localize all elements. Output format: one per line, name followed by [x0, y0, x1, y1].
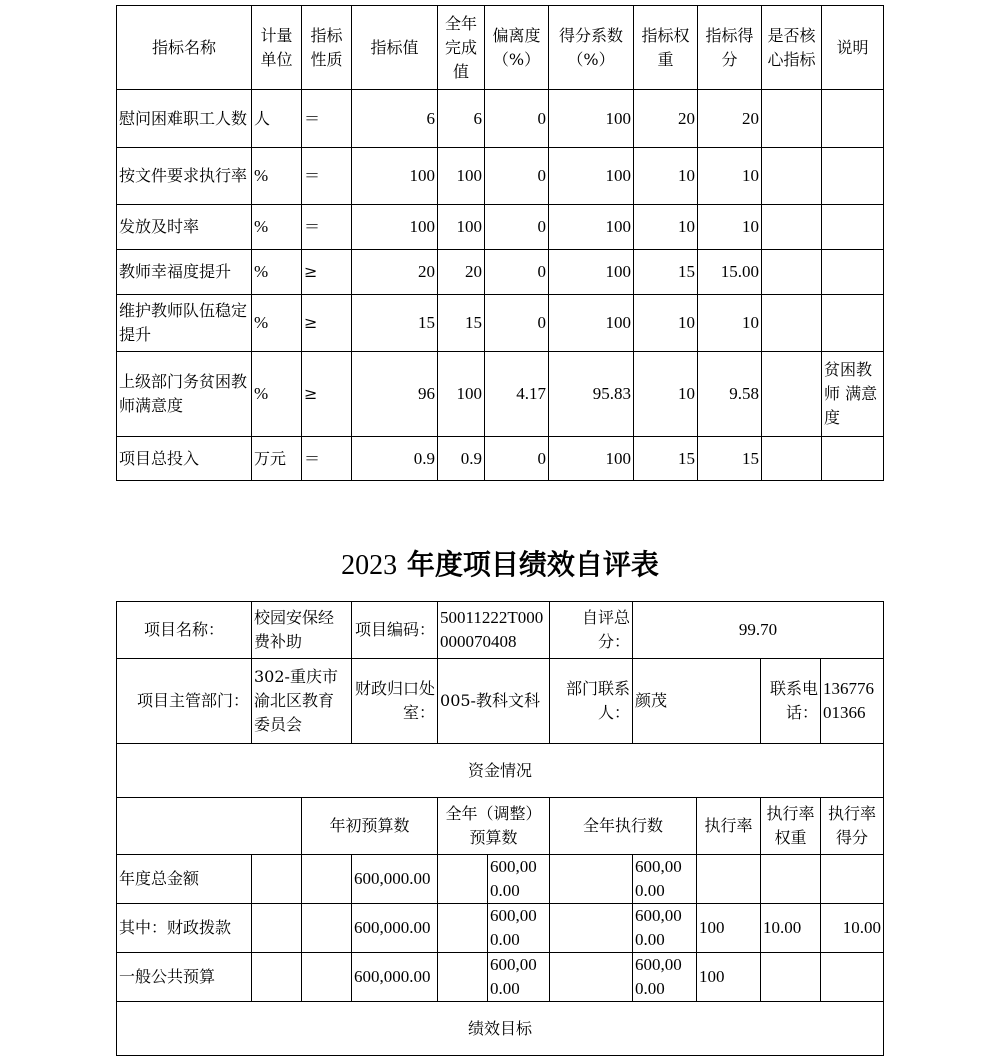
indicator-nature: ＝ [302, 437, 352, 481]
indicator-name: 教师幸福度提升 [117, 250, 252, 295]
indicator-target: 96 [352, 352, 438, 437]
fund-header-score: 执行率得分 [821, 798, 884, 855]
indicator-unit: % [252, 295, 302, 352]
indicator-score: 10 [698, 295, 762, 352]
indicator-coef: 100 [549, 205, 634, 250]
fund-weight [761, 855, 821, 904]
indicator-coef: 100 [549, 437, 634, 481]
fund-initial: 600,000.00 [352, 855, 438, 904]
fund-executed: 600,000.00 [633, 855, 697, 904]
project-code-value: 50011222T000000070408 [438, 602, 550, 659]
indicator-name: 发放及时率 [117, 205, 252, 250]
indicator-target: 15 [352, 295, 438, 352]
indicator-name: 维护教师队伍稳定提升 [117, 295, 252, 352]
fund-adjusted: 600,000.00 [488, 904, 550, 953]
header-target: 指标值 [352, 6, 438, 90]
indicator-note [822, 250, 884, 295]
title-text: 年度项目绩效自评表 [406, 548, 659, 581]
indicator-coef: 100 [549, 295, 634, 352]
indicator-unit: % [252, 148, 302, 205]
indicator-nature: ≥ [302, 352, 352, 437]
finance-office-value: 005-教科文科 [438, 659, 550, 744]
indicator-name: 上级部门务贫困教师满意度 [117, 352, 252, 437]
evaluation-form-table [116, 601, 884, 1056]
header-weight: 指标权重 [634, 6, 698, 90]
fund-cell-empty [302, 953, 352, 1002]
indicator-note [822, 148, 884, 205]
indicator-actual: 0.9 [438, 437, 485, 481]
fund-weight [761, 953, 821, 1002]
fund-header-rate: 执行率 [697, 798, 761, 855]
total-score-value: 99.70 [633, 602, 884, 659]
fund-adjusted: 600,000.00 [488, 855, 550, 904]
indicator-core [762, 250, 822, 295]
indicator-actual: 6 [438, 90, 485, 148]
funds-section-heading: 资金情况 [117, 744, 884, 798]
indicator-core [762, 90, 822, 148]
fund-cell-empty [252, 855, 302, 904]
table-row [117, 148, 884, 205]
fund-cell-empty [252, 904, 302, 953]
fund-adjusted: 600,000.00 [488, 953, 550, 1002]
fund-header-row [117, 798, 884, 855]
indicator-target: 100 [352, 148, 438, 205]
indicator-deviation: 0 [485, 295, 549, 352]
title-year: 2023 [341, 550, 398, 581]
fund-header-adjusted: 全年（调整）预算数 [438, 798, 550, 855]
indicator-actual: 15 [438, 295, 485, 352]
indicator-nature: ＝ [302, 205, 352, 250]
indicator-note [822, 90, 884, 148]
indicator-actual: 100 [438, 148, 485, 205]
fund-rate: 100 [697, 904, 761, 953]
indicator-note [822, 437, 884, 481]
goals-section-heading: 绩效目标 [117, 1002, 884, 1056]
fund-executed: 600,000.00 [633, 953, 697, 1002]
project-info-row [117, 602, 884, 659]
indicator-name: 项目总投入 [117, 437, 252, 481]
indicator-name: 慰问困难职工人数 [117, 90, 252, 148]
fund-header-blank [117, 798, 302, 855]
fund-score [821, 855, 884, 904]
indicator-unit: % [252, 352, 302, 437]
finance-office-label: 财政归口处室： [352, 659, 438, 744]
indicator-actual: 20 [438, 250, 485, 295]
fund-executed: 600,000.00 [633, 904, 697, 953]
indicator-core [762, 437, 822, 481]
project-name-label: 项目名称： [117, 602, 252, 659]
project-code-label: 项目编码： [352, 602, 438, 659]
indicator-deviation: 0 [485, 90, 549, 148]
dept-label: 项目主管部门： [117, 659, 252, 744]
department-info-row [117, 659, 884, 744]
fund-row-label: 一般公共预算 [117, 953, 252, 1002]
indicator-score: 15 [698, 437, 762, 481]
header-nature: 指标性质 [302, 6, 352, 90]
table-row [117, 855, 884, 904]
indicator-core [762, 205, 822, 250]
indicator-actual: 100 [438, 205, 485, 250]
indicator-unit: % [252, 250, 302, 295]
indicator-unit: 万元 [252, 437, 302, 481]
indicator-target: 0.9 [352, 437, 438, 481]
indicator-weight: 10 [634, 295, 698, 352]
indicator-weight: 15 [634, 250, 698, 295]
table-row [117, 90, 884, 148]
table-row [117, 250, 884, 295]
indicator-coef: 100 [549, 250, 634, 295]
indicator-target: 6 [352, 90, 438, 148]
fund-cell-empty [550, 953, 633, 1002]
header-score: 指标得分 [698, 6, 762, 90]
indicator-note: 贫困教师 满意度 [822, 352, 884, 437]
indicator-nature: ＝ [302, 148, 352, 205]
indicator-note [822, 205, 884, 250]
table-row [117, 437, 884, 481]
fund-header-weight: 执行率权重 [761, 798, 821, 855]
indicator-weight: 10 [634, 352, 698, 437]
header-indicator-name: 指标名称 [117, 6, 252, 90]
indicator-core [762, 352, 822, 437]
indicator-core [762, 295, 822, 352]
fund-cell-empty [550, 904, 633, 953]
phone-value: 13677601366 [821, 659, 884, 744]
goals-section-row [117, 1002, 884, 1056]
fund-header-executed: 全年执行数 [550, 798, 697, 855]
indicator-coef: 95.83 [549, 352, 634, 437]
indicator-nature: ≥ [302, 250, 352, 295]
indicator-table [116, 5, 884, 481]
indicator-target: 100 [352, 205, 438, 250]
indicator-unit: % [252, 205, 302, 250]
fund-header-initial: 年初预算数 [302, 798, 438, 855]
indicator-weight: 10 [634, 205, 698, 250]
header-note: 说明 [822, 6, 884, 90]
header-actual: 全年完成值 [438, 6, 485, 90]
funds-section-row [117, 744, 884, 798]
dept-value: 302-重庆市渝北区教育委员会 [252, 659, 352, 744]
table-row [117, 295, 884, 352]
indicator-deviation: 0 [485, 437, 549, 481]
contact-value: 颜茂 [633, 659, 761, 744]
indicator-deviation: 0 [485, 205, 549, 250]
indicator-nature: ＝ [302, 90, 352, 148]
header-deviation: 偏离度（%） [485, 6, 549, 90]
table-row [117, 352, 884, 437]
fund-score [821, 953, 884, 1002]
total-score-label: 自评总分： [550, 602, 633, 659]
indicator-unit: 人 [252, 90, 302, 148]
indicator-deviation: 0 [485, 148, 549, 205]
header-coef: 得分系数（%） [549, 6, 634, 90]
indicator-score: 15.00 [698, 250, 762, 295]
fund-row-label: 其中：财政拨款 [117, 904, 252, 953]
indicator-core [762, 148, 822, 205]
indicator-target: 20 [352, 250, 438, 295]
fund-cell-empty [438, 855, 488, 904]
table-row [117, 904, 884, 953]
indicator-nature: ≥ [302, 295, 352, 352]
indicator-score: 9.58 [698, 352, 762, 437]
indicator-weight: 20 [634, 90, 698, 148]
fund-cell-empty [252, 953, 302, 1002]
fund-cell-empty [302, 855, 352, 904]
indicator-header-row [117, 6, 884, 90]
fund-initial: 600,000.00 [352, 904, 438, 953]
indicator-deviation: 0 [485, 250, 549, 295]
fund-weight: 10.00 [761, 904, 821, 953]
fund-initial: 600,000.00 [352, 953, 438, 1002]
indicator-coef: 100 [549, 148, 634, 205]
project-name-value: 校园安保经费补助 [252, 602, 352, 659]
fund-rate [697, 855, 761, 904]
fund-row-label: 年度总金额 [117, 855, 252, 904]
page-title [0, 545, 1000, 586]
table-row [117, 205, 884, 250]
phone-label: 联系电话： [761, 659, 821, 744]
fund-cell-empty [438, 904, 488, 953]
fund-cell-empty [438, 953, 488, 1002]
contact-label: 部门联系人： [550, 659, 633, 744]
fund-cell-empty [302, 904, 352, 953]
indicator-name: 按文件要求执行率 [117, 148, 252, 205]
indicator-score: 10 [698, 148, 762, 205]
indicator-actual: 100 [438, 352, 485, 437]
indicator-score: 10 [698, 205, 762, 250]
fund-score: 10.00 [821, 904, 884, 953]
table-row [117, 953, 884, 1002]
indicator-score: 20 [698, 90, 762, 148]
indicator-weight: 15 [634, 437, 698, 481]
indicator-weight: 10 [634, 148, 698, 205]
indicator-deviation: 4.17 [485, 352, 549, 437]
fund-rate: 100 [697, 953, 761, 1002]
header-core: 是否核心指标 [762, 6, 822, 90]
indicator-note [822, 295, 884, 352]
indicator-coef: 100 [549, 90, 634, 148]
fund-cell-empty [550, 855, 633, 904]
header-unit: 计量单位 [252, 6, 302, 90]
